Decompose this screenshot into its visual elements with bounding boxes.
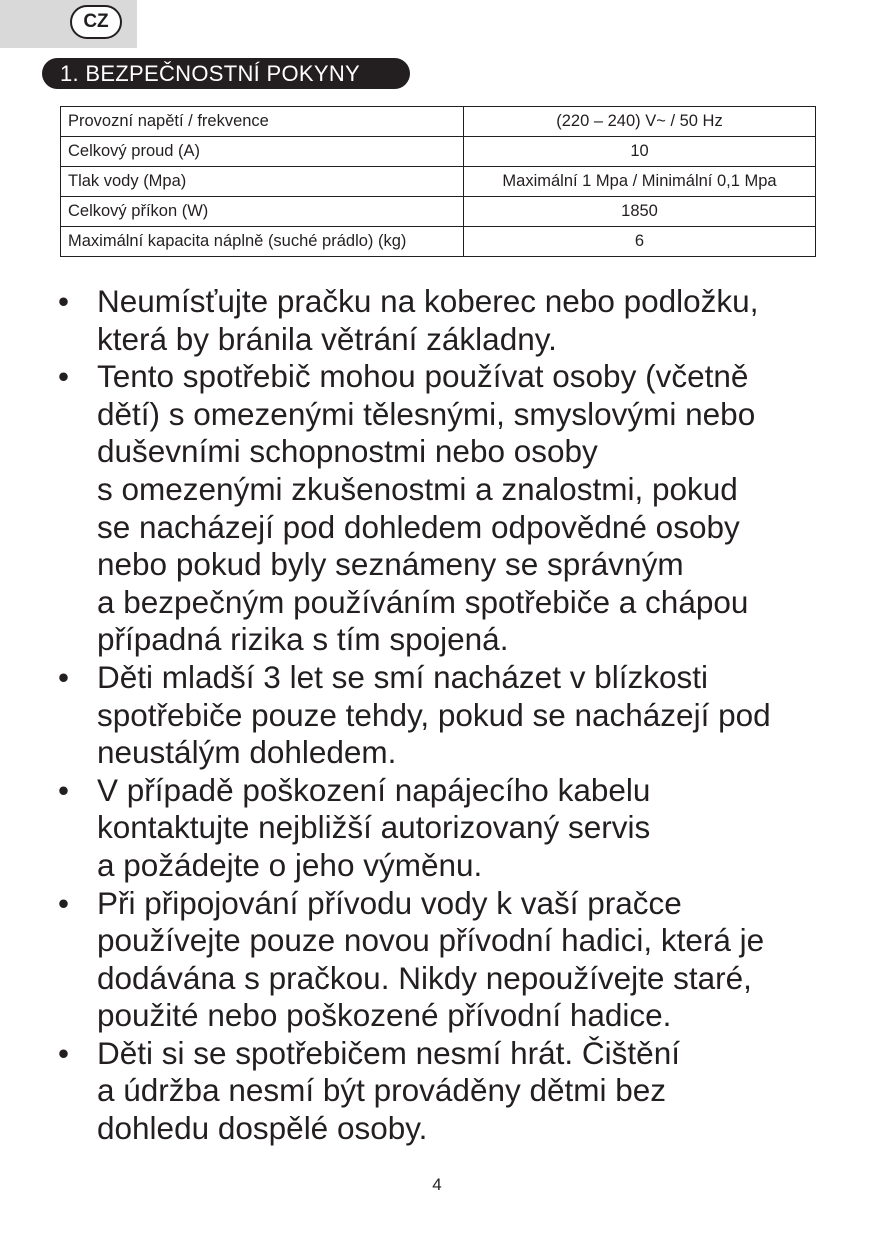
instruction-line: a bezpečným používáním spotřebiče a chápou (97, 583, 749, 620)
bullet: • (58, 771, 70, 808)
bullet: • (58, 1034, 70, 1071)
spec-label: Celkový příkon (W) (61, 197, 464, 227)
list-item (50, 772, 830, 885)
table-row (61, 137, 816, 167)
bullet: • (58, 658, 70, 695)
instruction-line: s omezenými zkušenostmi a znalostmi, pokud (97, 470, 738, 507)
spec-value: 1850 (464, 197, 816, 227)
language-badge: CZ (70, 5, 122, 39)
list-item (50, 358, 830, 659)
spec-label: Maximální kapacita náplně (suché prádlo) (kg) (61, 227, 464, 257)
instruction-line: Děti si se spotřebičem nesmí hrát. Čištění (97, 1034, 680, 1071)
instruction-line: použité nebo poškozené přívodní hadice. (97, 997, 672, 1034)
spec-value: Maximální 1 Mpa / Minimální 0,1 Mpa (464, 167, 816, 197)
instruction-line: Děti mladší 3 let se smí nacházet v blízkosti (97, 658, 708, 695)
list-item (50, 659, 830, 772)
list-item (50, 1035, 830, 1148)
spec-label: Provozní napětí / frekvence (61, 107, 464, 137)
instruction-line: Při připojování přívodu vody k vaší pračce (97, 884, 682, 921)
instruction-line: případná rizika s tím spojená. (97, 621, 509, 658)
table-row (61, 167, 816, 197)
instruction-line: a požádejte o jeho výměnu. (97, 846, 483, 883)
safety-instructions-list (50, 283, 830, 1148)
page-number: 4 (432, 1175, 442, 1194)
specs-table (60, 106, 816, 257)
section-title: 1. BEZPEČNOSTNÍ POKYNY (42, 58, 410, 89)
bullet: • (58, 358, 70, 395)
instruction-line: která by bránila větrání základny. (97, 320, 557, 357)
bullet: • (58, 884, 70, 921)
spec-value: (220 – 240) V~ / 50 Hz (464, 107, 816, 137)
instruction-line: dohledu dospělé osoby. (97, 1110, 428, 1147)
instruction-line: používejte pouze novou přívodní hadici, která je (97, 922, 765, 959)
instruction-line: Neumísťujte pračku na koberec nebo podložku, (97, 283, 759, 319)
spec-value: 6 (464, 227, 816, 257)
instruction-line: kontaktujte nejbližší autorizovaný servis (97, 809, 651, 846)
language-tab (0, 0, 137, 48)
spec-label: Celkový proud (A) (61, 137, 464, 167)
table-row (61, 107, 816, 137)
instruction-line: V případě poškození napájecího kabelu (97, 771, 651, 808)
instruction-line: Tento spotřebič mohou používat osoby (včetně (97, 358, 749, 395)
instruction-line: nebo pokud byly seznámeny se správným (97, 546, 684, 583)
instruction-line: a údržba nesmí být prováděny dětmi bez (97, 1072, 667, 1109)
instruction-line: dodávána s pračkou. Nikdy nepoužívejte staré, (97, 959, 752, 996)
bullet: • (58, 283, 70, 319)
list-item (50, 283, 830, 358)
spec-value: 10 (464, 137, 816, 167)
instruction-line: neustálým dohledem. (97, 734, 397, 771)
instruction-line: se nacházejí pod dohledem odpovědné osoby (97, 508, 740, 545)
table-row (61, 197, 816, 227)
spec-label: Tlak vody (Mpa) (61, 167, 464, 197)
table-row (61, 227, 816, 257)
instruction-line: dětí) s omezenými tělesnými, smyslovými nebo (97, 395, 756, 432)
list-item (50, 885, 830, 1035)
instruction-line: duševními schopnostmi nebo osoby (97, 433, 598, 470)
instruction-line: spotřebiče pouze tehdy, pokud se nacházejí pod (97, 696, 771, 733)
